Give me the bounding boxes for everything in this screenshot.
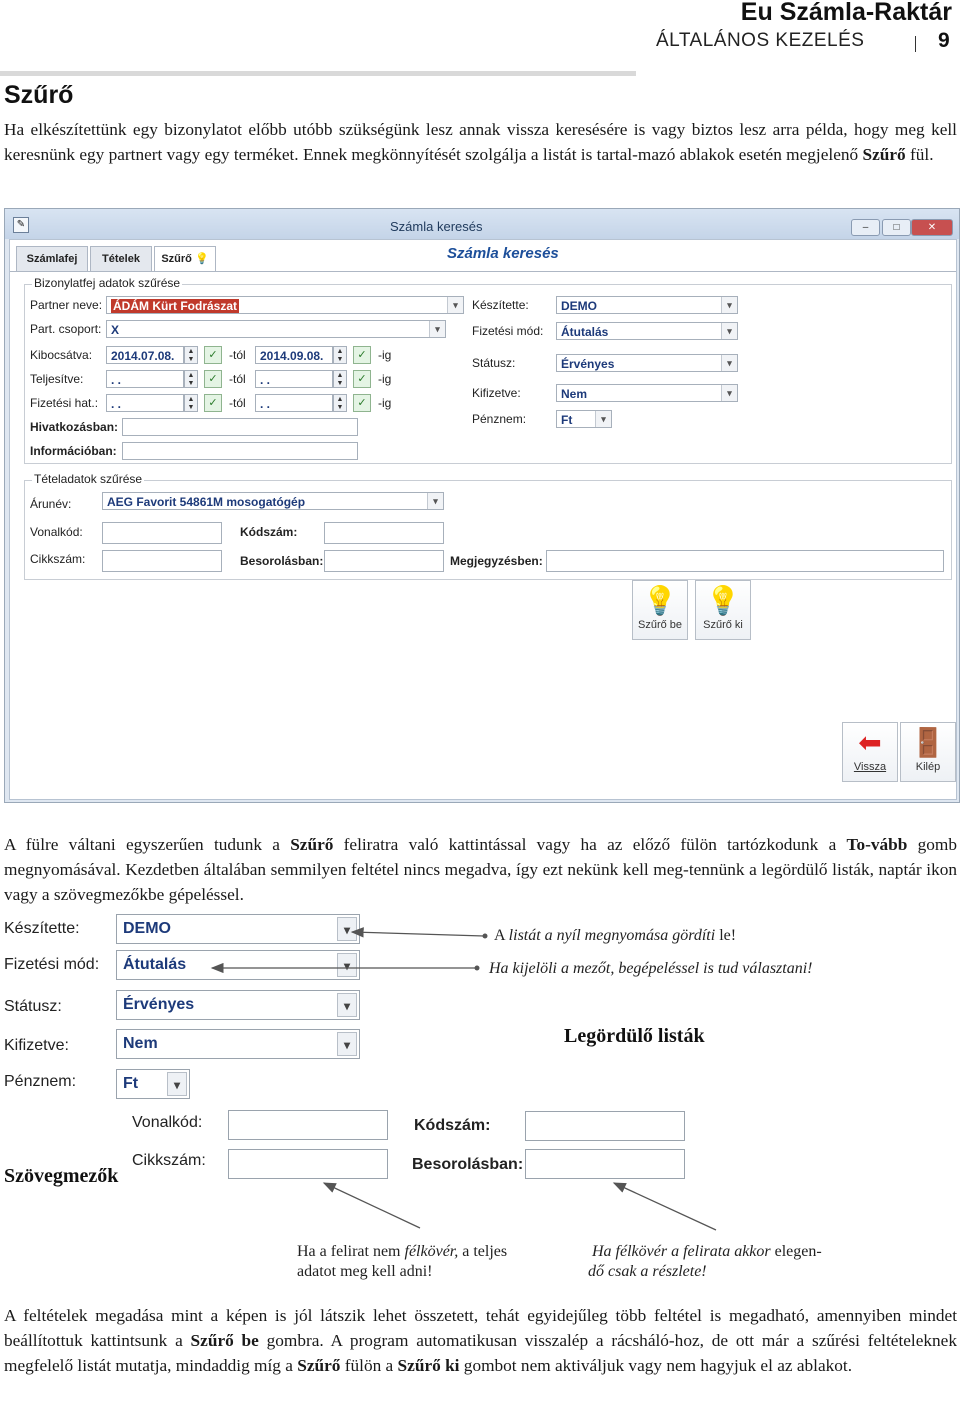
fizhat-to-field[interactable]: . .	[255, 394, 333, 412]
fizmod-value: Átutalás	[561, 325, 609, 339]
paragraph-3: A feltételek megadása mint a képen is jól látszik lehet összetett, tehát egyidejűleg több feltétel is megadható, amennyiben mindet beállítottuk kattintsunk a Szűrő be gombra. A program automatikusan visszalép a rácsháló-hoz, de ott már a szűrési feltételeknek megfelelő listát mutatja, mindaddig míg a Szűrő fülön a Szűrő ki gombot nem aktiváljuk vagy nem hagyjuk el az ablakot.	[4, 1306, 957, 1375]
tol-label: -tól	[229, 396, 246, 410]
ig-label: -ig	[378, 372, 392, 386]
page-number: 9	[938, 29, 950, 52]
bulb-on-icon: 💡	[642, 585, 678, 616]
arunev-label: Árunév:	[30, 497, 72, 511]
teljesitve-from-field[interactable]: . .	[106, 370, 184, 388]
calendar-icon[interactable]: ✓	[353, 394, 371, 412]
szuro-ki-label: Szűrő ki	[703, 619, 743, 631]
zoom-penznem-value: Ft	[123, 1075, 139, 1092]
kibocsatva-from-field[interactable]: 2014.07.08.	[106, 346, 184, 364]
csoport-value: X	[111, 323, 120, 337]
ig-label: -ig	[378, 396, 392, 410]
kibocsatva-label: Kibocsátva:	[30, 348, 93, 362]
item-filter-group-label: Tételadatok szűrése	[34, 472, 143, 486]
zoom-cikkszam-label: Cikkszám:	[132, 1152, 206, 1169]
arrow-4	[614, 1183, 716, 1230]
window-heading: Számla keresés	[447, 245, 559, 262]
calendar-icon[interactable]: ✓	[353, 346, 371, 364]
zoom-vonalkod-label: Vonalkód:	[132, 1114, 203, 1131]
zoom-kodszam-label: Kódszám:	[414, 1117, 491, 1134]
tol-label: -tól	[229, 372, 246, 386]
document-title: Eu Számla-Raktár	[740, 0, 952, 26]
zoom-kifizetve-label: Kifizetve:	[4, 1037, 69, 1054]
hivatkozas-label: Hivatkozásban:	[30, 420, 119, 434]
app-icon: ✎	[13, 217, 29, 233]
arrow-2-dot	[475, 966, 480, 971]
keszitette-value: DEMO	[561, 299, 597, 313]
kibocsatva-from-spinner[interactable]: ▲ ▼	[184, 346, 198, 364]
tab-tetelek[interactable]: Tételek	[90, 246, 152, 272]
calendar-icon[interactable]: ✓	[204, 394, 222, 412]
teljesitve-label: Teljesítve:	[30, 372, 84, 386]
section-title: Szűrő	[4, 81, 74, 109]
besorolas-label: Besorolásban:	[240, 554, 324, 568]
close-button[interactable]: ✕	[911, 219, 953, 236]
zoom-statusz-label: Státusz:	[4, 998, 62, 1015]
kodszam-label: Kódszám:	[240, 525, 298, 539]
keszitette-label: Készítette:	[472, 298, 529, 312]
zoom-besorolas-field[interactable]	[525, 1149, 685, 1179]
dropdown-arrow-icon[interactable]: ▾	[721, 323, 737, 339]
arrow-1-dot	[483, 934, 488, 939]
fizmod-label: Fizetési mód:	[472, 324, 544, 338]
intro-paragraph: Ha elkészítettünk egy bizonylatot előbb utóbb szükségünk lesz annak vissza keresésére is vagy biztos lesz arra példa, hogy meg kell keresnünk egy partnert vagy egy terméket. Ennek megkönnyítését szolgálja a listát is tartal-mazó ablakok esetén megjelenő Szűrő fül.	[4, 120, 957, 164]
zoom-kodszam-field[interactable]	[525, 1111, 685, 1141]
vissza-label: Vissza	[853, 761, 887, 773]
informacio-label: Információban:	[30, 444, 117, 458]
calendar-icon[interactable]: ✓	[204, 370, 222, 388]
calendar-icon[interactable]: ✓	[353, 370, 371, 388]
zoom-penznem-label: Pénznem:	[4, 1073, 77, 1090]
zoom-besorolas-label: Besorolásban:	[412, 1156, 524, 1173]
szuro-be-label: Szűrő be	[637, 619, 683, 631]
minimize-button[interactable]: –	[851, 219, 880, 236]
dropdown-lists-title: Legördülő listák	[564, 1025, 705, 1047]
tol-label: -tól	[229, 348, 246, 362]
kifizetve-label: Kifizetve:	[472, 386, 521, 400]
maximize-button[interactable]: □	[882, 219, 911, 236]
dropdown-arrow-icon[interactable]: ▾	[427, 493, 443, 509]
window-title: Számla keresés	[390, 219, 483, 234]
back-arrow-icon: ⬅	[858, 727, 882, 758]
bulb-tab-icon: 💡	[194, 253, 209, 265]
zoom-fizmod-label: Fizetési mód:	[4, 956, 100, 973]
megjegyzes-label: Megjegyzésben:	[450, 554, 543, 568]
zoom-statusz-value: Érvényes	[123, 996, 195, 1013]
tab-szuro-label: Szűrő	[161, 253, 192, 265]
arunev-value: AEG Favorit 54861M mosogatógép	[107, 495, 306, 509]
zoom-keszitette-value: DEMO	[123, 920, 171, 937]
arrow-1	[352, 932, 484, 936]
dropdown-arrow-icon[interactable]: ▾	[595, 411, 611, 427]
cikkszam-label: Cikkszám:	[30, 552, 86, 566]
csoport-label: Part. csoport:	[30, 322, 102, 336]
dropdown-arrow-icon[interactable]: ▾	[447, 297, 463, 313]
note-bold: Ha félkövér a felirata akkor elegen- dő csak a részlete!	[588, 1243, 822, 1280]
zoom-vonalkod-field[interactable]	[228, 1110, 388, 1140]
text-fields-title: Szövegmezők	[4, 1165, 119, 1187]
partner-label: Partner neve:	[30, 298, 103, 312]
fizhat-label: Fizetési hat.:	[30, 396, 99, 410]
paragraph-2: A fülre váltani egyszerűen tudunk a Szűrő feliratra való kattintással vagy ha az előző fülön tartózkodunk a To-vább gomb megnyomásával. Kezdetben általában semmilyen feltétel nincs megadva, így ezt nekünk kell meg-tennünk a legördülő listák, naptár ikon vagy a szövegmezőkbe gépeléssel.	[4, 835, 958, 904]
kifizetve-value: Nem	[561, 387, 588, 401]
zoom-kifizetve-value: Nem	[123, 1035, 158, 1052]
fizhat-to-spinner[interactable]: ▲ ▼	[333, 394, 347, 412]
dropdown-arrow-icon[interactable]: ▾	[337, 993, 357, 1017]
teljesitve-to-spinner[interactable]: ▲ ▼	[333, 370, 347, 388]
statusz-value: Érvényes	[561, 357, 615, 371]
vonalkod-label: Vonalkód:	[30, 525, 83, 539]
penznem-value: Ft	[561, 413, 573, 427]
kibocsatva-to-spinner[interactable]: ▲ ▼	[333, 346, 347, 364]
ig-label: -ig	[378, 348, 392, 362]
bulb-off-icon: 💡	[705, 585, 741, 616]
zoom-cikkszam-field[interactable]	[228, 1149, 388, 1179]
exit-door-icon: 🚪	[910, 727, 946, 758]
kilep-label: Kilép	[915, 761, 941, 773]
penznem-label: Pénznem:	[472, 412, 527, 426]
zoom-keszitette-label: Készítette:	[4, 920, 80, 937]
annotation-dropdown-arrow: A listát a nyíl megnyomása gördíti le!	[494, 927, 737, 944]
dropdown-arrow-icon[interactable]: ▾	[337, 953, 357, 977]
tab-szamlafej[interactable]: Számlafej	[16, 246, 88, 272]
note-not-bold: Ha a felirat nem félkövér, a teljes adatot meg kell adni!	[297, 1243, 508, 1280]
fizhat-from-field[interactable]: . .	[106, 394, 184, 412]
fizhat-from-spinner[interactable]: ▲ ▼	[184, 394, 198, 412]
chapter-title: ÁLTALÁNOS KEZELÉS	[656, 30, 865, 51]
dropdown-arrow-icon[interactable]: ▾	[721, 385, 737, 401]
calendar-icon[interactable]: ✓	[204, 346, 222, 364]
annotation-typing: Ha kijelöli a mezőt, begépeléssel is tud választani!	[489, 960, 813, 977]
teljesitve-from-spinner[interactable]: ▲ ▼	[184, 370, 198, 388]
dropdown-arrow-icon[interactable]: ▾	[337, 1032, 357, 1056]
dropdown-arrow-icon[interactable]: ▾	[721, 355, 737, 371]
teljesitve-to-field[interactable]: . .	[255, 370, 333, 388]
statusz-label: Státusz:	[472, 356, 516, 370]
arrow-3	[324, 1183, 420, 1228]
dropdown-arrow-icon[interactable]: ▾	[429, 321, 445, 337]
partner-value: ÁDÁM Kürt Fodrászat	[113, 299, 238, 313]
dropdown-arrow-icon[interactable]: ▾	[721, 297, 737, 313]
zoom-fizmod-value: Átutalás	[123, 956, 187, 973]
header-filter-group-label: Bizonylatfej adatok szűrése	[34, 276, 181, 290]
dropdown-arrow-icon[interactable]: ▾	[337, 917, 357, 941]
dropdown-arrow-icon[interactable]: ▾	[167, 1072, 187, 1096]
kibocsatva-to-field[interactable]: 2014.09.08.	[255, 346, 333, 364]
